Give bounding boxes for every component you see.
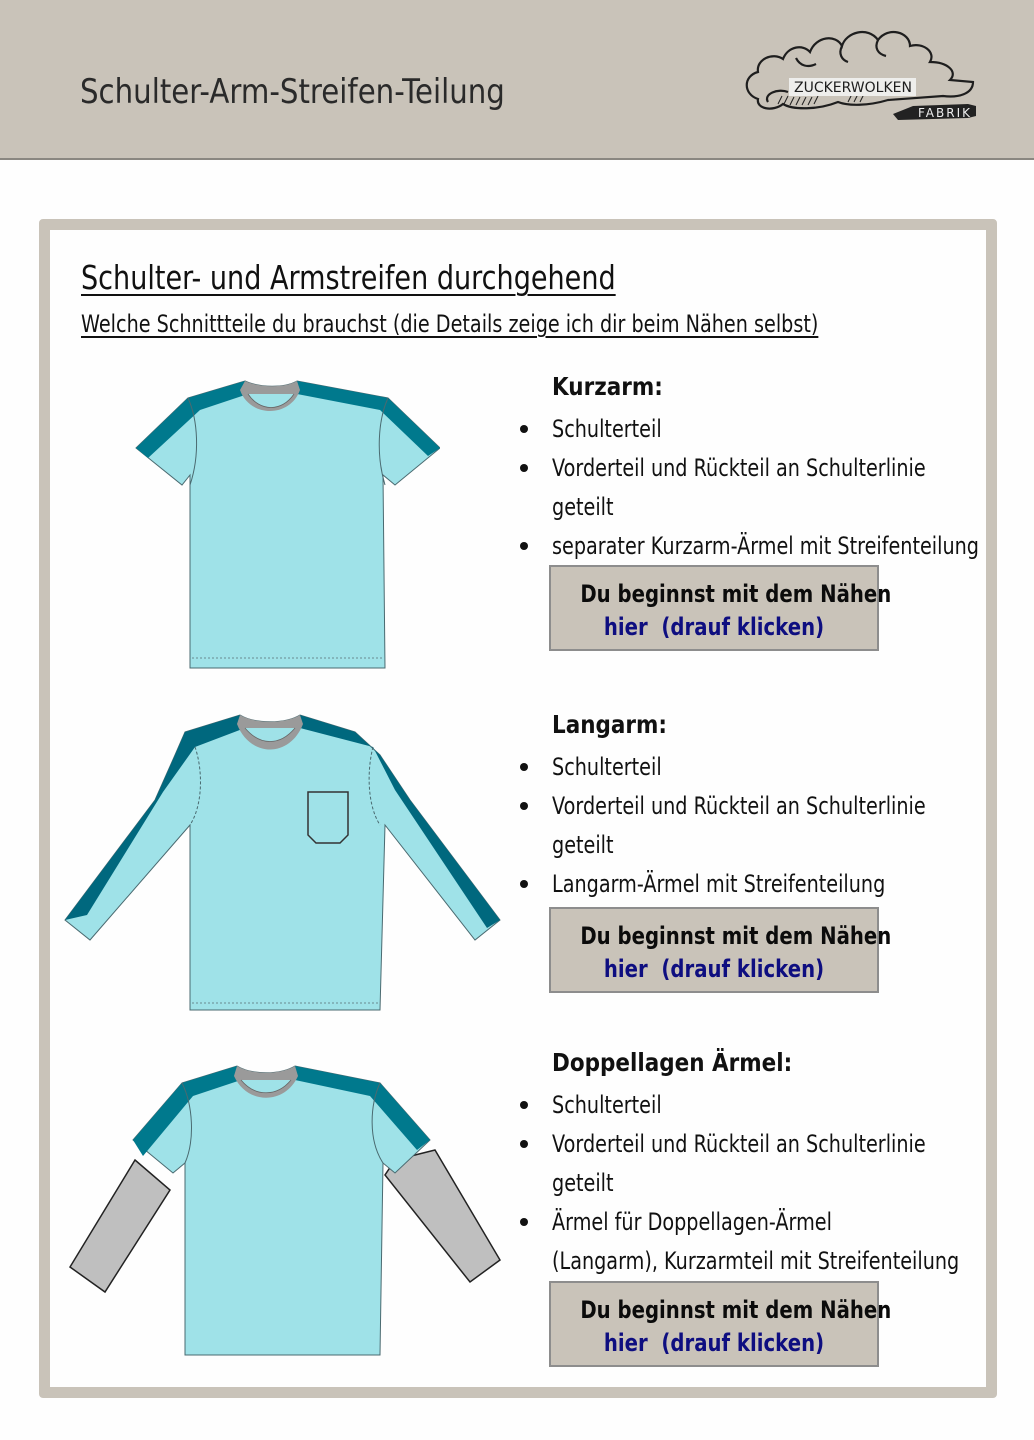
zuckerwolken-fabrik-logo [738, 14, 983, 126]
parts-list [516, 748, 1019, 904]
undersleeve-right [385, 1150, 500, 1282]
parts-list [516, 410, 1034, 566]
list-item: Vorderteil und Rückteil an Schulterlinie [516, 787, 1019, 826]
list-item: Schulterteil [516, 410, 1034, 449]
start-sewing-button-doppellagen[interactable]: Du beginnst mit dem Nähen hier (drauf klicken) [549, 1281, 879, 1367]
svg-text:FABRIK: FABRIK [918, 106, 972, 120]
list-item: Ärmel für Doppellagen-Ärmel [516, 1203, 1034, 1242]
start-sewing-link[interactable]: hier (drauf klicken) [603, 1329, 825, 1357]
list-item: Schulterteil [516, 1086, 1034, 1125]
shirt-illustration-kurzarm [100, 360, 440, 680]
variant-title: Kurzarm: [552, 372, 663, 401]
bullet-icon [520, 802, 528, 810]
parts-list [516, 1086, 1034, 1281]
section-title: Schulter- und Armstreifen durchgehend [81, 258, 616, 297]
start-sewing-button-langarm[interactable]: Du beginnst mit dem Nähen hier (drauf klicken) [549, 907, 879, 993]
bullet-icon [520, 1218, 528, 1226]
bullet-icon [520, 542, 528, 550]
page-header [0, 0, 1034, 160]
start-sewing-link[interactable]: hier (drauf klicken) [603, 613, 825, 641]
variant-title: Doppellagen Ärmel: [552, 1048, 793, 1077]
section-subtitle: Welche Schnittteile du brauchst (die Details zeige ich dir beim Nähen selbst) [81, 310, 819, 338]
shirt-illustration-langarm [55, 710, 515, 1020]
page-title: Schulter-Arm-Streifen-Teilung [80, 72, 505, 112]
list-item: Schulterteil [516, 748, 1019, 787]
start-sewing-link[interactable]: hier (drauf klicken) [603, 955, 825, 983]
list-item-continuation: geteilt [552, 1169, 614, 1197]
bullet-icon [520, 763, 528, 771]
bullet-icon [520, 880, 528, 888]
start-sewing-button-kurzarm[interactable]: Du beginnst mit dem Nähen hier (drauf klicken) [549, 565, 879, 651]
svg-text:ZUCKERWOLKEN: ZUCKERWOLKEN [794, 80, 912, 96]
variant-title: Langarm: [552, 710, 668, 739]
list-item: Vorderteil und Rückteil an Schulterlinie [516, 1125, 1034, 1164]
list-item-continuation: (Langarm), Kurzarmteil mit Streifenteilung [552, 1247, 960, 1275]
list-item: Langarm-Ärmel mit Streifenteilung [516, 865, 1019, 904]
bullet-icon [520, 425, 528, 433]
shirt-illustration-doppellagen [65, 1060, 505, 1370]
undersleeve-left [70, 1160, 170, 1292]
bullet-icon [520, 1101, 528, 1109]
list-item: Vorderteil und Rückteil an Schulterlinie [516, 449, 1034, 488]
pocket [308, 792, 348, 843]
bullet-icon [520, 464, 528, 472]
list-item-continuation: geteilt [552, 831, 614, 859]
list-item: separater Kurzarm-Ärmel mit Streifenteilung [516, 527, 1034, 566]
bullet-icon [520, 1140, 528, 1148]
list-item-continuation: geteilt [552, 493, 614, 521]
